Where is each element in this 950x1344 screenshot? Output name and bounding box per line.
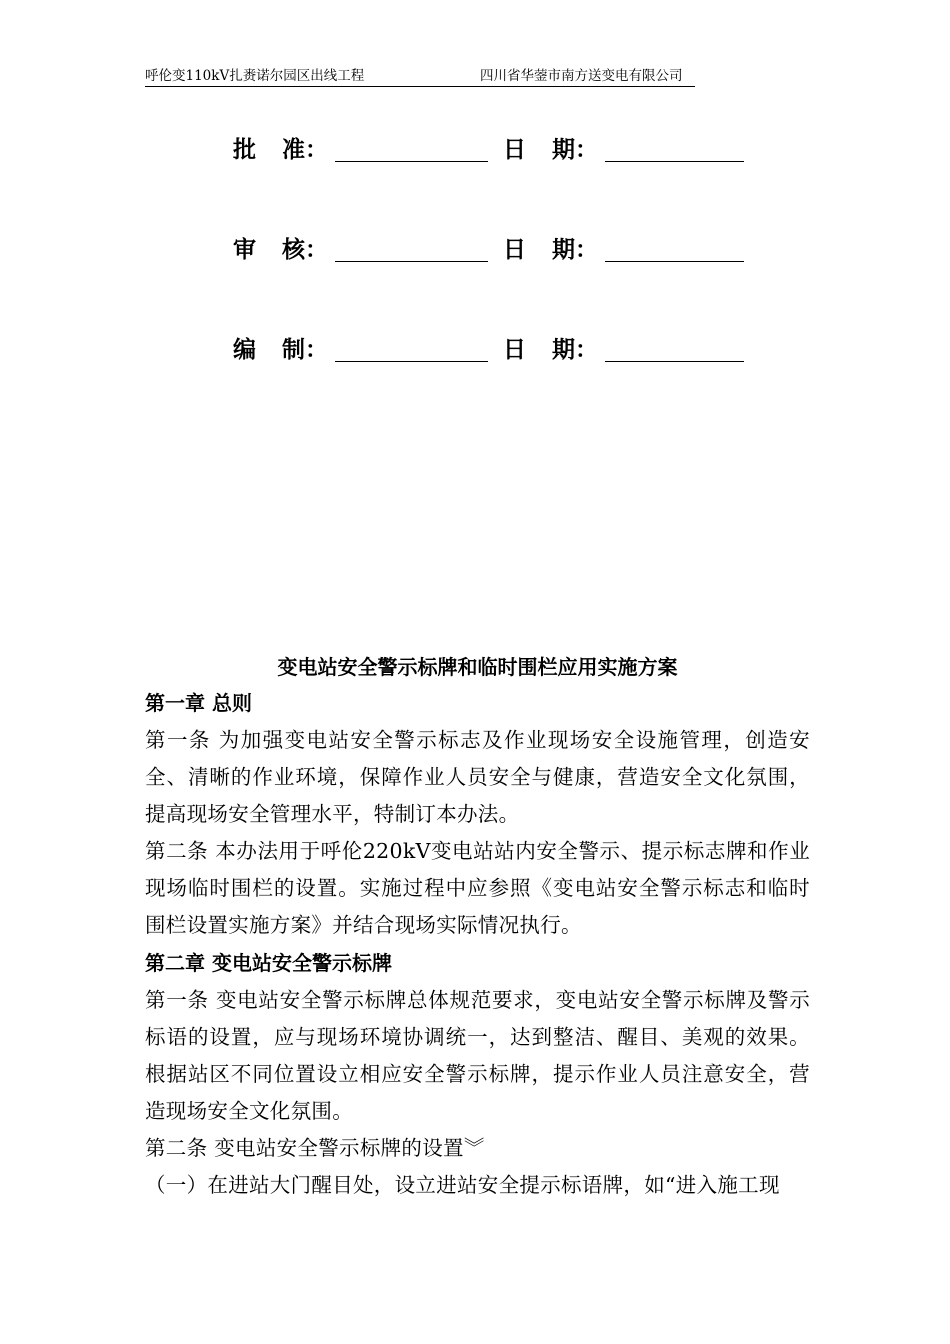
compile-date-label: 日 期： [503,337,598,363]
approve-signature-line [335,161,488,162]
review-date-line [605,261,744,262]
chapter-1-article-2: 第二条 本办法用于呼伦220kV变电站站内安全警示、提示标志牌和作业现场临时围栏的设置。实施过程中应参照《变电站安全警示标志和临时围栏设置实施方案》并结合现场实际情况执行。 [145,839,810,937]
review-signature-line [335,261,488,262]
header-company-name: 四川省华蓥市南方送变电有限公司 [480,68,683,84]
compile-date-line [605,361,744,362]
approve-date-line [605,161,744,162]
chapter-2-article-2: 第二条 变电站安全警示标牌的设置︾ [145,1136,485,1160]
review-date-label: 日 期： [503,237,598,263]
approve-date-label: 日 期： [503,137,598,163]
page-header [145,66,695,87]
review-label: 审 核： [233,237,328,263]
chapter-2-article-1: 第一条 变电站安全警示标牌总体规范要求，变电站安全警示标牌及警示标语的设置，应与现场环境协调统一，达到整洁、醒目、美观的效果。根据站区不同位置设立相应安全警示标牌，提示作业人员注意安全，营造现场安全文化氛围。 [145,988,810,1123]
approve-row [233,135,753,169]
chapter-2-heading: 第二章 变电站安全警示标牌 [145,951,392,975]
chapter-2-item-1: （一）在进站大门醒目处，设立进站安全提示标语牌，如“进入施工现 [145,1173,780,1197]
document-title: 变电站安全警示标牌和临时围栏应用实施方案 [277,655,678,679]
review-row [233,235,753,269]
compile-label: 编 制： [233,337,328,363]
chapter-1-heading: 第一章 总则 [145,691,252,715]
compile-signature-line [335,361,488,362]
header-project-name: 呼伦变110kV扎赉诺尔园区出线工程 [145,68,365,84]
compile-row [233,335,753,369]
chapter-1-article-1: 第一条 为加强变电站安全警示标志及作业现场安全设施管理，创造安全、清晰的作业环境，保障作业人员安全与健康，营造安全文化氛围，提高现场安全管理水平，特制订本办法。 [145,728,810,826]
approve-label: 批 准： [233,137,328,163]
document-body [145,650,810,1204]
